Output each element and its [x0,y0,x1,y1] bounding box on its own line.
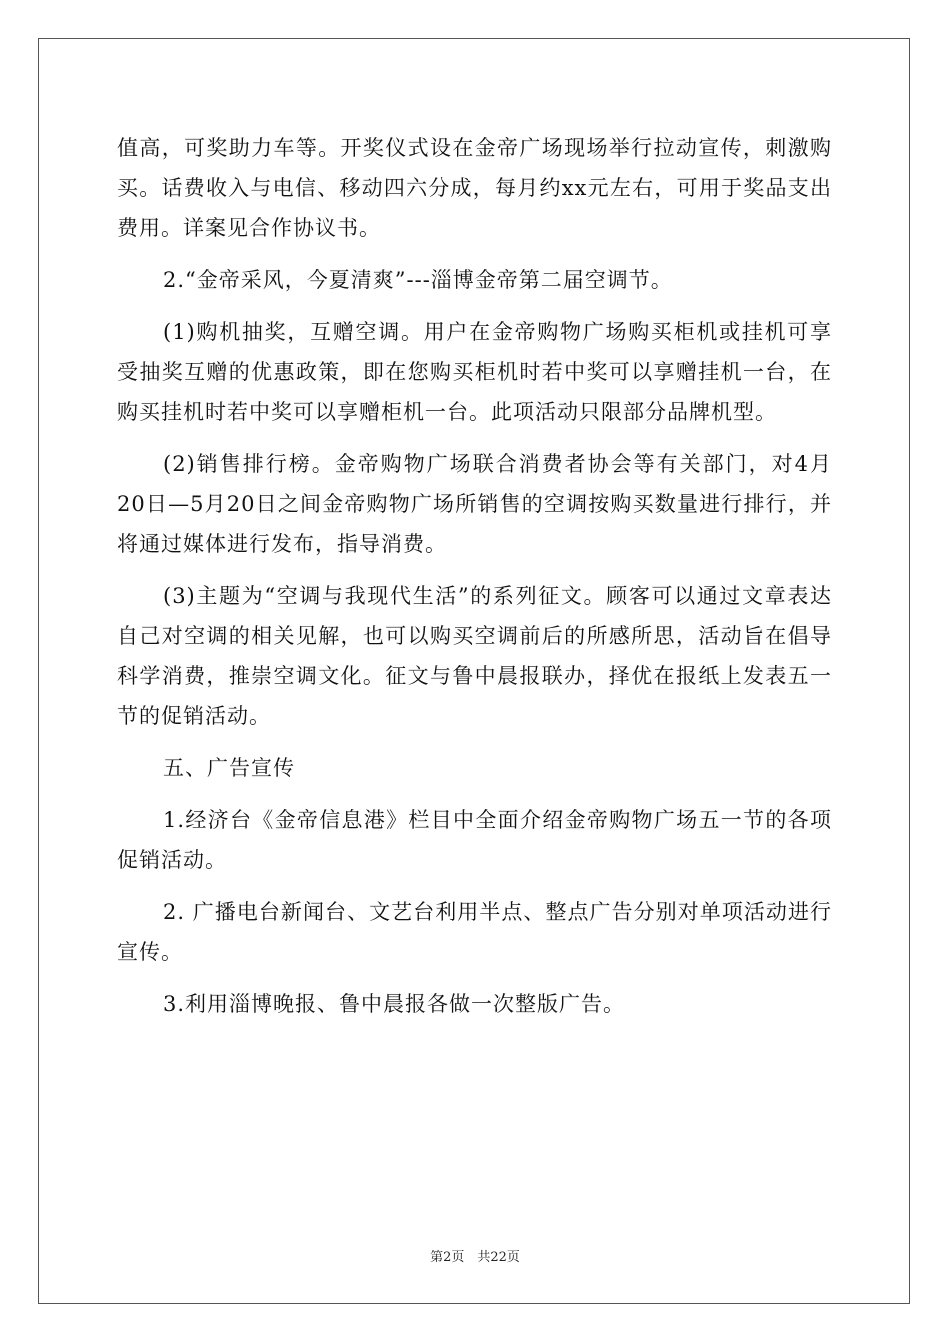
paragraph-essay-contest: (3)主题为“空调与我现代生活”的系列征文。顾客可以通过文章表达自己对空调的相关见解，也可以购买空调前后的所感所思，活动旨在倡导科学消费，推崇空调文化。征文与鲁中晨报联办，择优在报纸上发表五一节的促销活动。 [117,584,832,728]
paragraph-newspaper-ads: 3.利用淄博晚报、鲁中晨报各做一次整版广告。 [163,992,626,1016]
document-body [117,128,832,1036]
paragraph-tv-promotion: 1.经济台《金帝信息港》栏目中全面介绍金帝购物广场五一节的各项促销活动。 [117,808,832,872]
paragraph-sales-ranking: (2)销售排行榜。金帝购物广场联合消费者协会等有关部门，对4月20日—5月20日之间金帝购物广场所销售的空调按购买数量进行排行，并将通过媒体进行发布，指导消费。 [117,452,832,556]
page-number-footer: 第2页 共22页 [430,1250,520,1265]
paragraph-continuation: 值高，可奖助力车等。开奖仪式设在金帝广场现场举行拉动宣传，刺激购买。话费收入与电信、移动四六分成，每月约xx元左右，可用于奖品支出费用。详案见合作协议书。 [117,136,832,240]
paragraph-lottery: (1)购机抽奖，互赠空调。用户在金帝购物广场购买柜机或挂机可享受抽奖互赠的优惠政策，即在您购买柜机时若中奖可以享赠挂机一台，在购买挂机时若中奖可以享赠柜机一台。此项活动只限部分品牌机型。 [117,320,832,424]
paragraph-radio-promotion: 2. 广播电台新闻台、文艺台利用半点、整点广告分别对单项活动进行宣传。 [117,900,832,964]
section-heading-advertising: 五、广告宣传 [163,756,295,780]
paragraph-air-conditioning-festival: 2.“金帝采风，今夏清爽”---淄博金帝第二届空调节。 [163,268,673,292]
